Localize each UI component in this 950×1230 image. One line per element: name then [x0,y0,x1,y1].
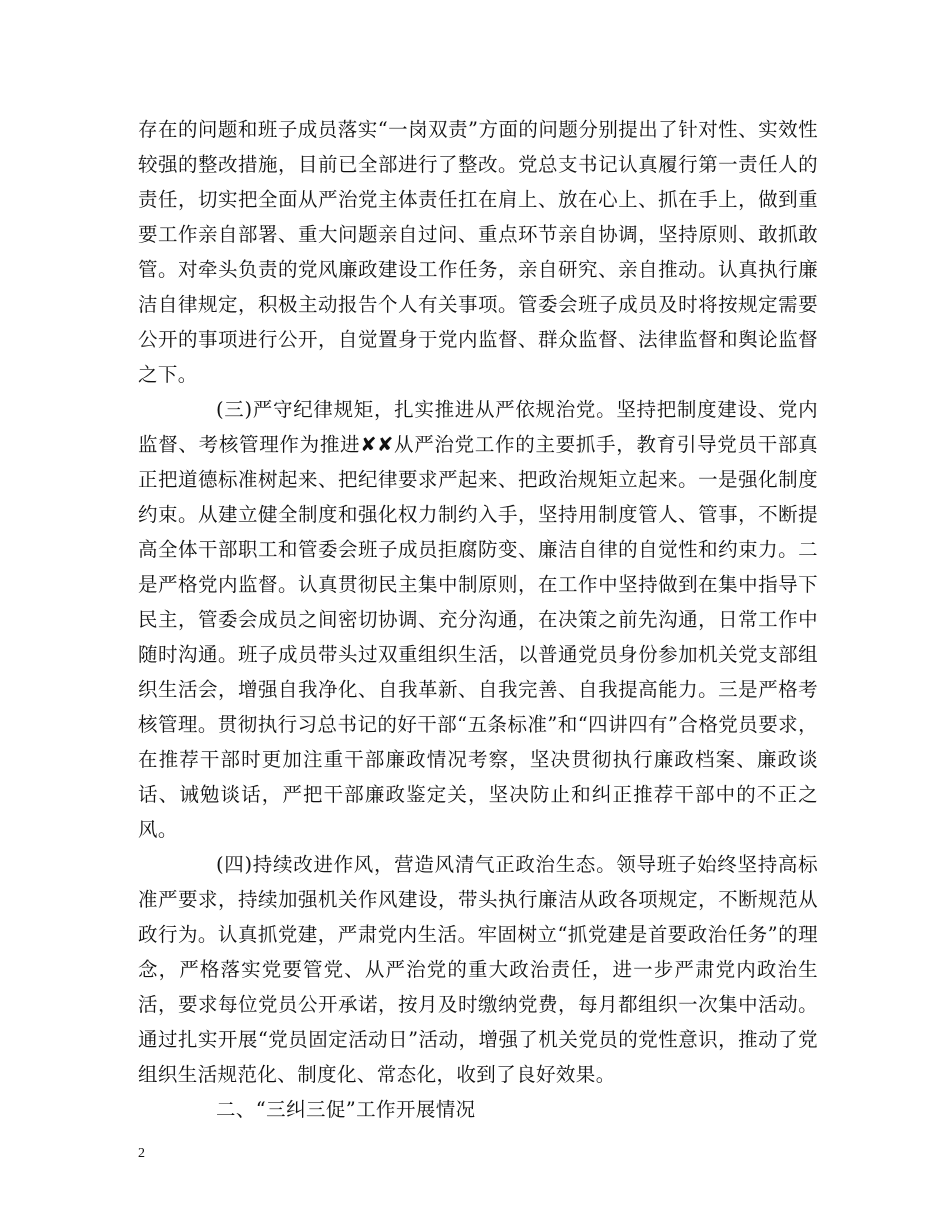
paragraph-section-3: (三)严守纪律规矩，扎实推进从严依规治党。坚持把制度建设、党内监督、考核管理作为推进✘✘从严治党工作的主要抓手，教育引导党员干部真正把道德标准树起来、把纪律要求严起来、把政治规矩立起来。一是强化制度约束。从建立健全制度和强化权力制约入手，坚持用制度管人、管事，不断提高全体干部职工和管委会班子成员拒腐防变、廉洁自律的自觉性和约束力。二是严格党内监督。认真贯彻民主集中制原则，在工作中坚持做到在集中指导下民主，管委会成员之间密切协调、充分沟通，在决策之前先沟通，日常工作中随时沟通。班子成员带头过双重组织生活，以普通党员身份参加机关党支部组织生活会，增强自我净化、自我革新、自我完善、自我提高能力。三是严格考核管理。贯彻执行习总书记的好干部“五条标准”和“四讲四有”合格党员要求，在推荐干部时更加注重干部廉政情况考察，坚决贯彻执行廉政档案、廉政谈话、诫勉谈话，严把干部廉政鉴定关，坚决防止和纠正推荐干部中的不正之风。 [138,398,818,841]
section-heading-2: 二、“三纠三促”工作开展情况 [216,1098,476,1121]
paragraph-section-4: (四)持续改进作风，营造风清气正政治生态。领导班子始终坚持高标准严要求，持续加强机关作风建设，带头执行廉洁从政各项规定，不断规范从政行为。认真抓党建，严肃党内生活。牢固树立“抓党建是首要政治任务”的理念，严格落实党要管党、从严治党的重大政治责任，进一步严肃党内政治生活，要求每位党员公开承诺，按月及时缴纳党费，每月都组织一次集中活动。通过扎实开展“党员固定活动日”活动，增强了机关党员的党性意识，推动了党组织生活规范化、制度化、常态化，收到了良好效果。 [138,853,818,1086]
paragraph-continued: 存在的问题和班子成员落实“一岗双责”方面的问题分别提出了针对性、实效性较强的整改措施，目前已全部进行了整改。党总支书记认真履行第一责任人的责任，切实把全面从严治党主体责任扛在肩上、放在心上、抓在手上，做到重要工作亲自部署、重大问题亲自过问、重点环节亲自协调，坚持原则、敢抓敢管。对牵头负责的党风廉政建设工作任务，亲自研究、亲自推动。认真执行廉洁自律规定，积极主动报告个人有关事项。管委会班子成员及时将按规定需要公开的事项进行公开，自觉置身于党内监督、群众监督、法律监督和舆论监督之下。 [138,118,818,386]
page-number: 2 [138,1146,145,1161]
document-body [138,112,818,1127]
